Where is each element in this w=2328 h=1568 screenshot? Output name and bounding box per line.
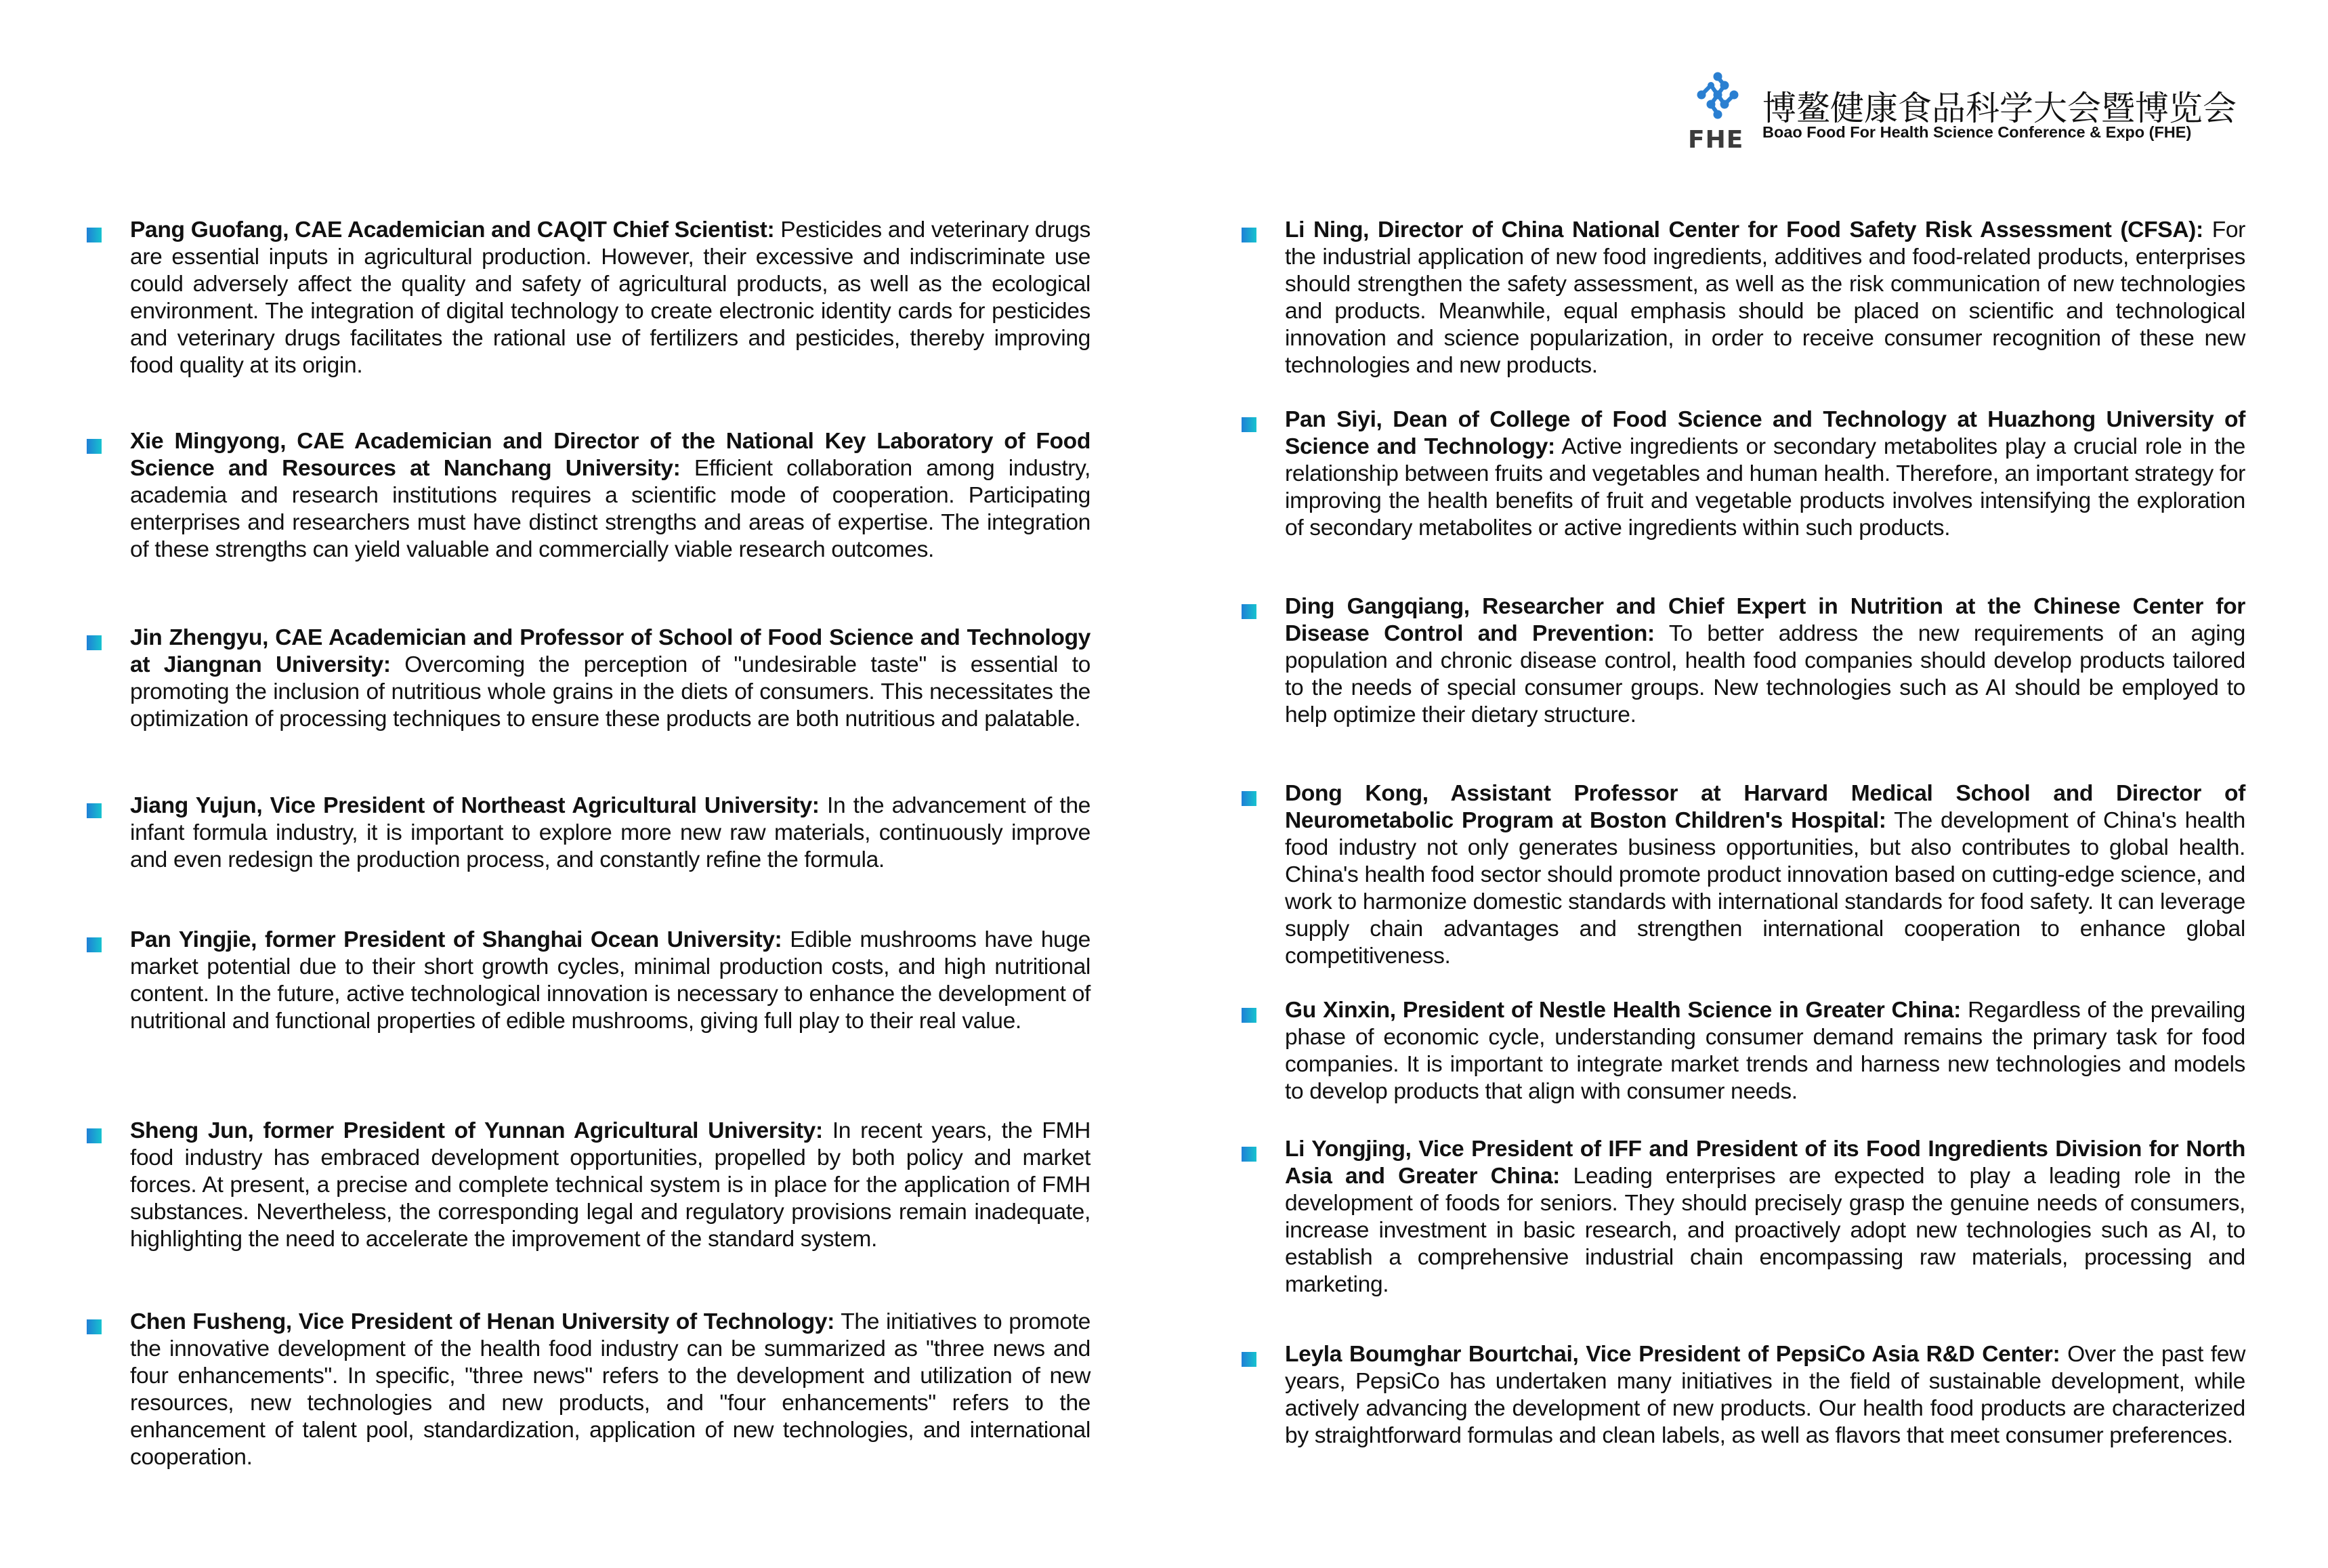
- speaker-name: Chen Fusheng, Vice President of Henan University of Technology:: [130, 1309, 834, 1334]
- quote-paragraph: [130, 1309, 1091, 1471]
- square-bullet-icon: [1242, 228, 1256, 242]
- quote-text: For the industrial application of new food ingredients, additives and food-related products, enterprises should strengthen the safety assessment, as well as the risk communication of new technologies and products. Meanwhile, equal emphasis should be placed on scientific and technological innovation and science popularization, in order to receive consumer recognition of these new technologies and new products.: [1285, 217, 2246, 378]
- quote-paragraph: [1285, 997, 2245, 1105]
- square-bullet-icon: [87, 635, 102, 650]
- speaker-name: Li Yongjing, Vice President of IFF and President of its Food Ingredients Division for North Asia and Greater China:: [1285, 1137, 2245, 1189]
- quote-item: [1285, 997, 2245, 1105]
- square-bullet-icon: [87, 439, 102, 454]
- quote-item: [130, 927, 1091, 1035]
- quote-paragraph: [1285, 406, 2245, 542]
- quote-text: Leading enterprises are expected to play a leading role in the development of foods for seniors. They should precisely grasp the genuine needs of consumers, increase investment in basic research, and proactively adopt new technologies such as AI, to establish a comprehensive industrial chain encompassing raw materials, processing and marketing.: [1285, 1164, 2245, 1297]
- quote-item: [1285, 780, 2245, 970]
- square-bullet-icon: [87, 1128, 102, 1143]
- quote-paragraph: [130, 217, 1091, 379]
- quote-item: [1285, 406, 2245, 542]
- speaker-name: Pang Guofang, CAE Academician and CAQIT Chief Scientist:: [130, 217, 775, 242]
- speaker-name: Xie Mingyong, CAE Academician and Director of the National Key Laboratory of Food Science and Resources at Nanchang University:: [130, 429, 1091, 481]
- quote-item: [130, 428, 1091, 564]
- speaker-name: Gu Xinxin, President of Nestle Health Science in Greater China:: [1285, 998, 1961, 1023]
- conference-title-chinese: 博鳌健康食品科学大会暨博览会: [1762, 89, 2237, 128]
- quote-text: The development of China's health food industry not only generates business opportunities, but also contributes to global health. China's health food sector should promote product innovation based on cutting-edge science, and work to harmonize domestic standards with international standards for food safety. It can leverage supply chain advantages and strengthen international cooperation to enhance global competitiveness.: [1285, 808, 2245, 969]
- logo-text: FHE: [1688, 126, 1744, 154]
- quote-paragraph: [130, 927, 1091, 1035]
- quote-item: [1285, 217, 2245, 379]
- quote-item: [1285, 1136, 2245, 1298]
- quote-paragraph: [130, 428, 1091, 564]
- speaker-name: Jiang Yujun, Vice President of Northeast Agricultural University:: [130, 793, 820, 818]
- speaker-name: Jin Zhengyu, CAE Academician and Professor of School of Food Science and Technology at Jiangnan University:: [130, 625, 1091, 677]
- quote-text: In recent years, the FMH food industry has embraced development opportunities, propelled by both policy and market forces. At present, a precise and complete technical system is in place for the application of FMH substances. Nevertheless, the corresponding legal and regulatory provisions remain inadequate, highlighting the need to accelerate the improvement of the standard system.: [130, 1118, 1091, 1252]
- square-bullet-icon: [1242, 1008, 1256, 1023]
- quote-item: [130, 792, 1091, 874]
- quote-text: Over the past few years, PepsiCo has undertaken many initiatives in the field of sustainable development, while actively advancing the development of new products. Our health food products are characterized by straightforward formulas and clean labels, as well as flavors that meet consumer preferences.: [1285, 1342, 2245, 1448]
- quote-item: [130, 624, 1091, 733]
- molecule-dots-icon: [1692, 72, 1743, 121]
- quote-paragraph: [1285, 217, 2245, 379]
- quote-text: To better address the new requirements of an aging population and chronic disease control, health food companies should develop products tailored to the needs of special consumer groups. New technologies such as AI should be employed to help optimize their dietary structure.: [1285, 621, 2245, 727]
- quote-paragraph: [1285, 1341, 2245, 1449]
- square-bullet-icon: [1242, 1147, 1256, 1162]
- speaker-name: Pan Yingjie, former President of Shanghai Ocean University:: [130, 927, 782, 952]
- speaker-name: Sheng Jun, former President of Yunnan Agricultural University:: [130, 1118, 823, 1143]
- quote-paragraph: [1285, 1136, 2245, 1298]
- speaker-name: Li Ning, Director of China National Center for Food Safety Risk Assessment (CFSA):: [1285, 217, 2203, 242]
- quote-paragraph: [1285, 593, 2245, 729]
- quote-text: In the advancement of the infant formula industry, it is important to explore more new raw materials, continuously improve and even redesign the production process, and constantly refine the formula.: [130, 793, 1091, 872]
- conference-title-english: Boao Food For Health Science Conference & Expo (FHE): [1762, 123, 2192, 141]
- quote-paragraph: [1285, 780, 2245, 970]
- square-bullet-icon: [87, 803, 102, 818]
- square-bullet-icon: [1242, 791, 1256, 806]
- fhe-logo: [1687, 68, 1748, 156]
- speaker-name: Ding Gangqiang, Researcher and Chief Expert in Nutrition at the Chinese Center for Disease Control and Prevention:: [1285, 594, 2245, 646]
- quote-item: [130, 1309, 1091, 1471]
- quote-text: Pesticides and veterinary drugs are essential inputs in agricultural production. However, their excessive and indiscriminate use could adversely affect the quality and safety of agricultural products, as well as the ecological environment. The integration of digital technology to create electronic identity cards for pesticides and veterinary drugs facilitates the rational use of fertilizers and pesticides, thereby improving food quality at its origin.: [130, 217, 1091, 378]
- quote-paragraph: [130, 624, 1091, 733]
- square-bullet-icon: [1242, 604, 1256, 619]
- square-bullet-icon: [1242, 1352, 1256, 1367]
- quote-item: [1285, 1341, 2245, 1449]
- quote-text: Regardless of the prevailing phase of economic cycle, understanding consumer demand remains the primary task for food companies. It is important to integrate market trends and harness new technologies and models to develop products that align with consumer needs.: [1285, 998, 2245, 1104]
- quote-paragraph: [130, 1118, 1091, 1253]
- quote-paragraph: [130, 792, 1091, 874]
- square-bullet-icon: [87, 228, 102, 242]
- square-bullet-icon: [87, 937, 102, 952]
- quote-text: Active ingredients or secondary metabolites play a crucial role in the relationship between fruits and vegetables and human health. Therefore, an important strategy for improving the health benefits of fruit and vegetable products involves intensifying the exploration of secondary metabolites or active ingredients within such products.: [1285, 434, 2245, 541]
- square-bullet-icon: [87, 1319, 102, 1334]
- quote-item: [130, 1118, 1091, 1253]
- quote-text: Efficient collaboration among industry, academia and research institutions requires a scientific mode of cooperation. Participating enterprises and researchers must have distinct strengths and areas of expertise. The integration of these strengths can yield valuable and commercially viable research outcomes.: [130, 456, 1091, 562]
- quote-text: The initiatives to promote the innovative development of the health food industry can be summarized as "three news and four enhancements". In specific, "three news" refers to the development and utilization of new resources, new technologies and new products, and "four enhancements" refers to the enhancement of talent pool, standardization, application of new technologies, and international cooperation.: [130, 1309, 1091, 1470]
- quote-item: [130, 217, 1091, 379]
- quote-text: Overcoming the perception of "undesirable taste" is essential to promoting the inclusion of nutritious whole grains in the diets of consumers. This necessitates the optimization of processing techniques to ensure these products are both nutritious and palatable.: [130, 652, 1091, 732]
- square-bullet-icon: [1242, 417, 1256, 432]
- speaker-name: Leyla Boumghar Bourtchai, Vice President of PepsiCo Asia R&D Center:: [1285, 1342, 2060, 1367]
- speaker-name: Pan Siyi, Dean of College of Food Science and Technology at Huazhong University of Science and Technology:: [1285, 407, 2245, 459]
- page-header: [1687, 68, 2262, 163]
- quote-item: [1285, 593, 2245, 729]
- quote-text: Edible mushrooms have huge market potential due to their short growth cycles, minimal production costs, and high nutritional content. In the future, active technological innovation is necessary to enhance the development of nutritional and functional properties of edible mushrooms, giving full play to their real value.: [130, 927, 1091, 1034]
- speaker-name: Dong Kong, Assistant Professor at Harvard Medical School and Director of Neurometabolic Program at Boston Children's Hospital:: [1285, 781, 2245, 833]
